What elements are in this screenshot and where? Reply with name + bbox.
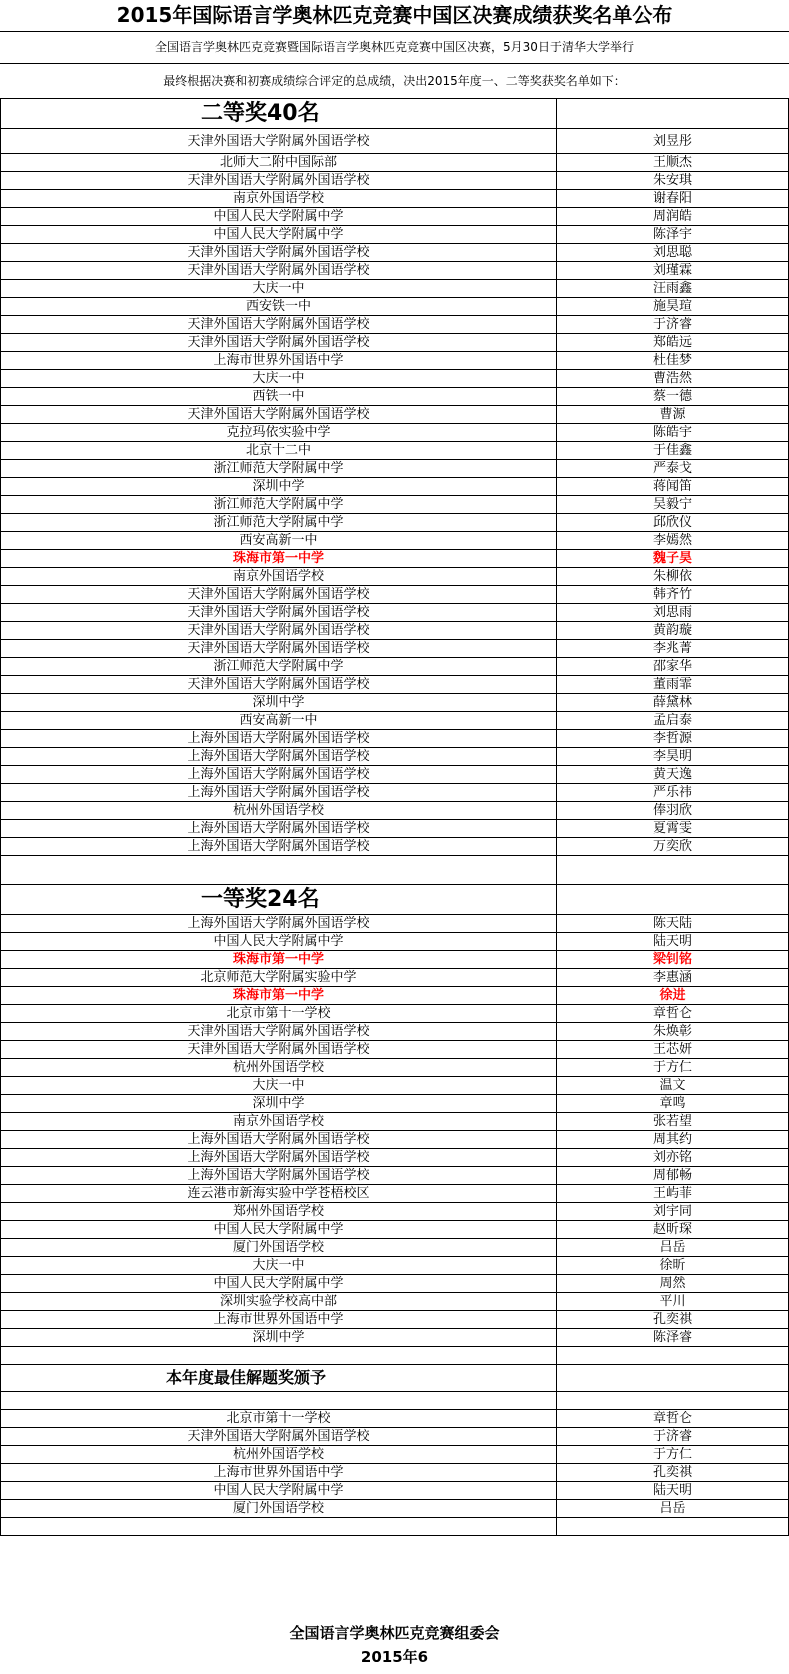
- table-row: [1, 352, 789, 370]
- winner-name-cell: 刘宇同: [557, 1203, 789, 1221]
- page-title: 2015年国际语言学奥林匹克竞赛中国区决赛成绩获奖名单公布: [116, 3, 673, 27]
- empty-cell: [557, 1392, 789, 1410]
- table-row: [1, 933, 789, 951]
- school-cell: 上海外国语大学附属外国语学校: [1, 838, 557, 856]
- winner-name-cell: 陈泽宇: [557, 226, 789, 244]
- table-row: [1, 1041, 789, 1059]
- table-row: [1, 640, 789, 658]
- table-row: [1, 1239, 789, 1257]
- winner-name-cell: 朱安琪: [557, 172, 789, 190]
- school-cell: 天津外国语大学附属外国语学校: [1, 604, 557, 622]
- winner-name-cell: 平川: [557, 1293, 789, 1311]
- table-row: [1, 334, 789, 352]
- winner-name-cell: 韩齐竹: [557, 586, 789, 604]
- table-row: [1, 190, 789, 208]
- school-cell: 杭州外国语学校: [1, 1446, 557, 1464]
- school-cell: 上海外国语大学附属外国语学校: [1, 820, 557, 838]
- school-cell: 浙江师范大学附属中学: [1, 514, 557, 532]
- school-cell: 上海市世界外国语中学: [1, 1311, 557, 1329]
- empty-cell: [557, 99, 789, 129]
- winner-name-cell: 周其约: [557, 1131, 789, 1149]
- table-row: [1, 820, 789, 838]
- school-cell: 浙江师范大学附属中学: [1, 658, 557, 676]
- school-cell: 珠海市第一中学: [1, 951, 557, 969]
- winner-name-cell: 刘昱彤: [557, 129, 789, 154]
- school-cell: 西铁一中: [1, 388, 557, 406]
- table-row: [1, 730, 789, 748]
- divider: [0, 63, 789, 64]
- winner-name-cell: 孔奕祺: [557, 1464, 789, 1482]
- school-cell: 杭州外国语学校: [1, 1059, 557, 1077]
- winner-name-cell: 周郁畅: [557, 1167, 789, 1185]
- empty-cell: [557, 885, 789, 915]
- table-row: [1, 478, 789, 496]
- table-row: [1, 298, 789, 316]
- table-row: [1, 1311, 789, 1329]
- table-row: [1, 496, 789, 514]
- table-row: [1, 1275, 789, 1293]
- issue-date: 2015年6: [360, 1648, 429, 1666]
- winner-name-cell: 孔奕祺: [557, 1311, 789, 1329]
- empty-cell: [557, 1365, 789, 1392]
- table-row: [1, 658, 789, 676]
- winner-name-cell: 邵家华: [557, 658, 789, 676]
- winner-name-cell: 于济睿: [557, 1428, 789, 1446]
- organizer-signature: 全国语言学奥林匹克竞赛组委会: [289, 1624, 500, 1642]
- school-cell: 中国人民大学附属中学: [1, 933, 557, 951]
- best-solution-header-row: [1, 1365, 789, 1392]
- table-row: [1, 370, 789, 388]
- table-row: [1, 1464, 789, 1482]
- winner-name-cell: 刘思聪: [557, 244, 789, 262]
- table-row: [1, 280, 789, 298]
- winner-name-cell: 严泰戈: [557, 460, 789, 478]
- school-cell: 深圳实验学校高中部: [1, 1293, 557, 1311]
- table-row: [1, 951, 789, 969]
- results-table: [0, 98, 789, 1536]
- table-row: [1, 1059, 789, 1077]
- blank-row: [1, 856, 789, 885]
- table-row: [1, 1482, 789, 1500]
- school-cell: 珠海市第一中学: [1, 987, 557, 1005]
- winner-name-cell: 李哲源: [557, 730, 789, 748]
- table-row: [1, 694, 789, 712]
- winner-name-cell: 于佳鑫: [557, 442, 789, 460]
- table-row: [1, 1221, 789, 1239]
- school-cell: 上海市世界外国语中学: [1, 352, 557, 370]
- table-row: [1, 622, 789, 640]
- table-row: [1, 1149, 789, 1167]
- table-row: [1, 1428, 789, 1446]
- school-cell: 大庆一中: [1, 1257, 557, 1275]
- school-cell: 中国人民大学附属中学: [1, 1482, 557, 1500]
- winner-name-cell: 徐昕: [557, 1257, 789, 1275]
- winner-name-cell: 章哲仑: [557, 1005, 789, 1023]
- table-row: [1, 1185, 789, 1203]
- school-cell: 西安高新一中: [1, 712, 557, 730]
- winner-name-cell: 孟启泰: [557, 712, 789, 730]
- school-cell: 深圳中学: [1, 1095, 557, 1113]
- school-cell: 大庆一中: [1, 280, 557, 298]
- winner-name-cell: 周然: [557, 1275, 789, 1293]
- school-cell: 北京市第十一学校: [1, 1410, 557, 1428]
- school-cell: 厦门外国语学校: [1, 1500, 557, 1518]
- event-description: 全国语言学奥林匹克竞赛暨国际语言学奥林匹克竞赛中国区决赛，5月30日于清华大学举行: [155, 40, 634, 54]
- table-row: [1, 748, 789, 766]
- first-prize-header-row: [1, 885, 789, 915]
- second-prize-header-row: [1, 99, 789, 129]
- school-cell: 天津外国语大学附属外国语学校: [1, 334, 557, 352]
- school-cell: 深圳中学: [1, 478, 557, 496]
- table-row: [1, 802, 789, 820]
- empty-cell: [1, 1518, 557, 1536]
- winner-name-cell: 夏霄雯: [557, 820, 789, 838]
- winner-name-cell: 谢春阳: [557, 190, 789, 208]
- table-row: [1, 586, 789, 604]
- table-row: [1, 460, 789, 478]
- school-cell: 克拉玛依实验中学: [1, 424, 557, 442]
- school-cell: 深圳中学: [1, 1329, 557, 1347]
- school-cell: 天津外国语大学附属外国语学校: [1, 316, 557, 334]
- table-row: [1, 532, 789, 550]
- table-row: [1, 1023, 789, 1041]
- winner-name-cell: 杜佳梦: [557, 352, 789, 370]
- empty-cell: [557, 1347, 789, 1365]
- empty-cell: [557, 856, 789, 885]
- winner-name-cell: 邱欣仪: [557, 514, 789, 532]
- school-cell: 北京市第十一学校: [1, 1005, 557, 1023]
- table-row: [1, 1005, 789, 1023]
- winner-name-cell: 万奕欣: [557, 838, 789, 856]
- table-row: [1, 712, 789, 730]
- winner-name-cell: 蔡一德: [557, 388, 789, 406]
- empty-cell: [1, 1347, 557, 1365]
- winner-name-cell: 曹浩然: [557, 370, 789, 388]
- best-solution-label: 本年度最佳解题奖颁予: [1, 1365, 557, 1392]
- school-cell: 北师大二附中国际部: [1, 154, 557, 172]
- school-cell: 天津外国语大学附属外国语学校: [1, 676, 557, 694]
- school-cell: 南京外国语学校: [1, 190, 557, 208]
- winner-name-cell: 黄天逸: [557, 766, 789, 784]
- winner-name-cell: 蒋闻笛: [557, 478, 789, 496]
- winner-name-cell: 刘思雨: [557, 604, 789, 622]
- empty-cell: [1, 1392, 557, 1410]
- school-cell: 连云港市新海实验中学苍梧校区: [1, 1185, 557, 1203]
- table-row: [1, 1203, 789, 1221]
- winner-name-cell: 梁钊铭: [557, 951, 789, 969]
- school-cell: 天津外国语大学附属外国语学校: [1, 172, 557, 190]
- winner-name-cell: 刘瑾霖: [557, 262, 789, 280]
- winner-name-cell: 王顺杰: [557, 154, 789, 172]
- table-row: [1, 406, 789, 424]
- school-cell: 郑州外国语学校: [1, 1203, 557, 1221]
- table-row: [1, 424, 789, 442]
- table-row: [1, 915, 789, 933]
- winner-name-cell: 郑皓远: [557, 334, 789, 352]
- school-cell: 厦门外国语学校: [1, 1239, 557, 1257]
- table-row: [1, 1329, 789, 1347]
- table-row: [1, 244, 789, 262]
- table-row: [1, 568, 789, 586]
- empty-cell: [557, 1518, 789, 1536]
- school-cell: 中国人民大学附属中学: [1, 208, 557, 226]
- empty-cell: [1, 856, 557, 885]
- winner-name-cell: 黄韵璇: [557, 622, 789, 640]
- table-row: [1, 1500, 789, 1518]
- table-row: [1, 1446, 789, 1464]
- school-cell: 珠海市第一中学: [1, 550, 557, 568]
- winner-name-cell: 陈天陆: [557, 915, 789, 933]
- school-cell: 西安高新一中: [1, 532, 557, 550]
- winner-name-cell: 严乐祎: [557, 784, 789, 802]
- table-row: [1, 1257, 789, 1275]
- table-row: [1, 208, 789, 226]
- school-cell: 杭州外国语学校: [1, 802, 557, 820]
- school-cell: 天津外国语大学附属外国语学校: [1, 262, 557, 280]
- table-row: [1, 1095, 789, 1113]
- winner-name-cell: 朱焕彰: [557, 1023, 789, 1041]
- school-cell: 上海外国语大学附属外国语学校: [1, 730, 557, 748]
- school-cell: 中国人民大学附属中学: [1, 1275, 557, 1293]
- blank-row: [1, 1347, 789, 1365]
- winner-name-cell: 周润皓: [557, 208, 789, 226]
- table-row: [1, 838, 789, 856]
- school-cell: 天津外国语大学附属外国语学校: [1, 129, 557, 154]
- school-cell: 天津外国语大学附属外国语学校: [1, 622, 557, 640]
- winner-name-cell: 李兆菁: [557, 640, 789, 658]
- divider: [0, 31, 789, 32]
- result-intro: 最终根据决赛和初赛成绩综合评定的总成绩，决出2015年度一、二等奖获奖名单如下：: [163, 74, 626, 88]
- school-cell: 西安铁一中: [1, 298, 557, 316]
- school-cell: 天津外国语大学附属外国语学校: [1, 1023, 557, 1041]
- winner-name-cell: 吴毅宁: [557, 496, 789, 514]
- school-cell: 上海市世界外国语中学: [1, 1464, 557, 1482]
- blank-row: [1, 1518, 789, 1536]
- winner-name-cell: 俸羽欣: [557, 802, 789, 820]
- winner-name-cell: 章鸣: [557, 1095, 789, 1113]
- table-row: [1, 514, 789, 532]
- school-cell: 上海外国语大学附属外国语学校: [1, 1149, 557, 1167]
- school-cell: 大庆一中: [1, 370, 557, 388]
- winner-name-cell: 吕岳: [557, 1500, 789, 1518]
- table-row: [1, 442, 789, 460]
- school-cell: 南京外国语学校: [1, 1113, 557, 1131]
- winner-name-cell: 王芯妍: [557, 1041, 789, 1059]
- table-row: [1, 604, 789, 622]
- table-row: [1, 1131, 789, 1149]
- school-cell: 深圳中学: [1, 694, 557, 712]
- winner-name-cell: 魏子昊: [557, 550, 789, 568]
- table-row: [1, 388, 789, 406]
- table-row: [1, 766, 789, 784]
- school-cell: 上海外国语大学附属外国语学校: [1, 748, 557, 766]
- school-cell: 天津外国语大学附属外国语学校: [1, 244, 557, 262]
- winner-name-cell: 陆天明: [557, 933, 789, 951]
- school-cell: 浙江师范大学附属中学: [1, 460, 557, 478]
- school-cell: 天津外国语大学附属外国语学校: [1, 1428, 557, 1446]
- table-row: [1, 987, 789, 1005]
- school-cell: 天津外国语大学附属外国语学校: [1, 1041, 557, 1059]
- winner-name-cell: 刘亦铭: [557, 1149, 789, 1167]
- table-row: [1, 154, 789, 172]
- winner-name-cell: 徐进: [557, 987, 789, 1005]
- winner-name-cell: 陆天明: [557, 1482, 789, 1500]
- winner-name-cell: 赵昕琛: [557, 1221, 789, 1239]
- table-row: [1, 262, 789, 280]
- winner-name-cell: 李惠涵: [557, 969, 789, 987]
- winner-name-cell: 李嫣然: [557, 532, 789, 550]
- school-cell: 北京十二中: [1, 442, 557, 460]
- winner-name-cell: 董雨霏: [557, 676, 789, 694]
- table-row: [1, 172, 789, 190]
- winner-name-cell: 王屿菲: [557, 1185, 789, 1203]
- winner-name-cell: 施昊瑄: [557, 298, 789, 316]
- table-row: [1, 1167, 789, 1185]
- second-prize-label: 二等奖40名: [1, 99, 557, 129]
- school-cell: 浙江师范大学附属中学: [1, 496, 557, 514]
- winner-name-cell: 陈皓宇: [557, 424, 789, 442]
- school-cell: 上海外国语大学附属外国语学校: [1, 1131, 557, 1149]
- table-row: [1, 784, 789, 802]
- winner-name-cell: 章哲仑: [557, 1410, 789, 1428]
- table-row: [1, 969, 789, 987]
- school-cell: 上海外国语大学附属外国语学校: [1, 1167, 557, 1185]
- table-row: [1, 316, 789, 334]
- winner-name-cell: 于济睿: [557, 316, 789, 334]
- blank-row: [1, 1392, 789, 1410]
- school-cell: 南京外国语学校: [1, 568, 557, 586]
- school-cell: 天津外国语大学附属外国语学校: [1, 406, 557, 424]
- school-cell: 上海外国语大学附属外国语学校: [1, 784, 557, 802]
- winner-name-cell: 李昊明: [557, 748, 789, 766]
- first-prize-label: 一等奖24名: [1, 885, 557, 915]
- table-row: [1, 226, 789, 244]
- school-cell: 中国人民大学附属中学: [1, 1221, 557, 1239]
- table-row: [1, 129, 789, 154]
- winner-name-cell: 薛黛林: [557, 694, 789, 712]
- winner-name-cell: 朱柳依: [557, 568, 789, 586]
- winner-name-cell: 曹源: [557, 406, 789, 424]
- winner-name-cell: 温文: [557, 1077, 789, 1095]
- winner-name-cell: 于方仁: [557, 1059, 789, 1077]
- school-cell: 天津外国语大学附属外国语学校: [1, 640, 557, 658]
- school-cell: 大庆一中: [1, 1077, 557, 1095]
- table-row: [1, 1293, 789, 1311]
- winner-name-cell: 于方仁: [557, 1446, 789, 1464]
- winner-name-cell: 吕岳: [557, 1239, 789, 1257]
- school-cell: 上海外国语大学附属外国语学校: [1, 766, 557, 784]
- table-row: [1, 1077, 789, 1095]
- school-cell: 中国人民大学附属中学: [1, 226, 557, 244]
- table-row: [1, 1113, 789, 1131]
- winner-name-cell: 张若望: [557, 1113, 789, 1131]
- school-cell: 北京师范大学附属实验中学: [1, 969, 557, 987]
- school-cell: 天津外国语大学附属外国语学校: [1, 586, 557, 604]
- winner-name-cell: 汪雨鑫: [557, 280, 789, 298]
- table-row: [1, 550, 789, 568]
- winner-name-cell: 陈泽睿: [557, 1329, 789, 1347]
- table-row: [1, 676, 789, 694]
- table-row: [1, 1410, 789, 1428]
- school-cell: 上海外国语大学附属外国语学校: [1, 915, 557, 933]
